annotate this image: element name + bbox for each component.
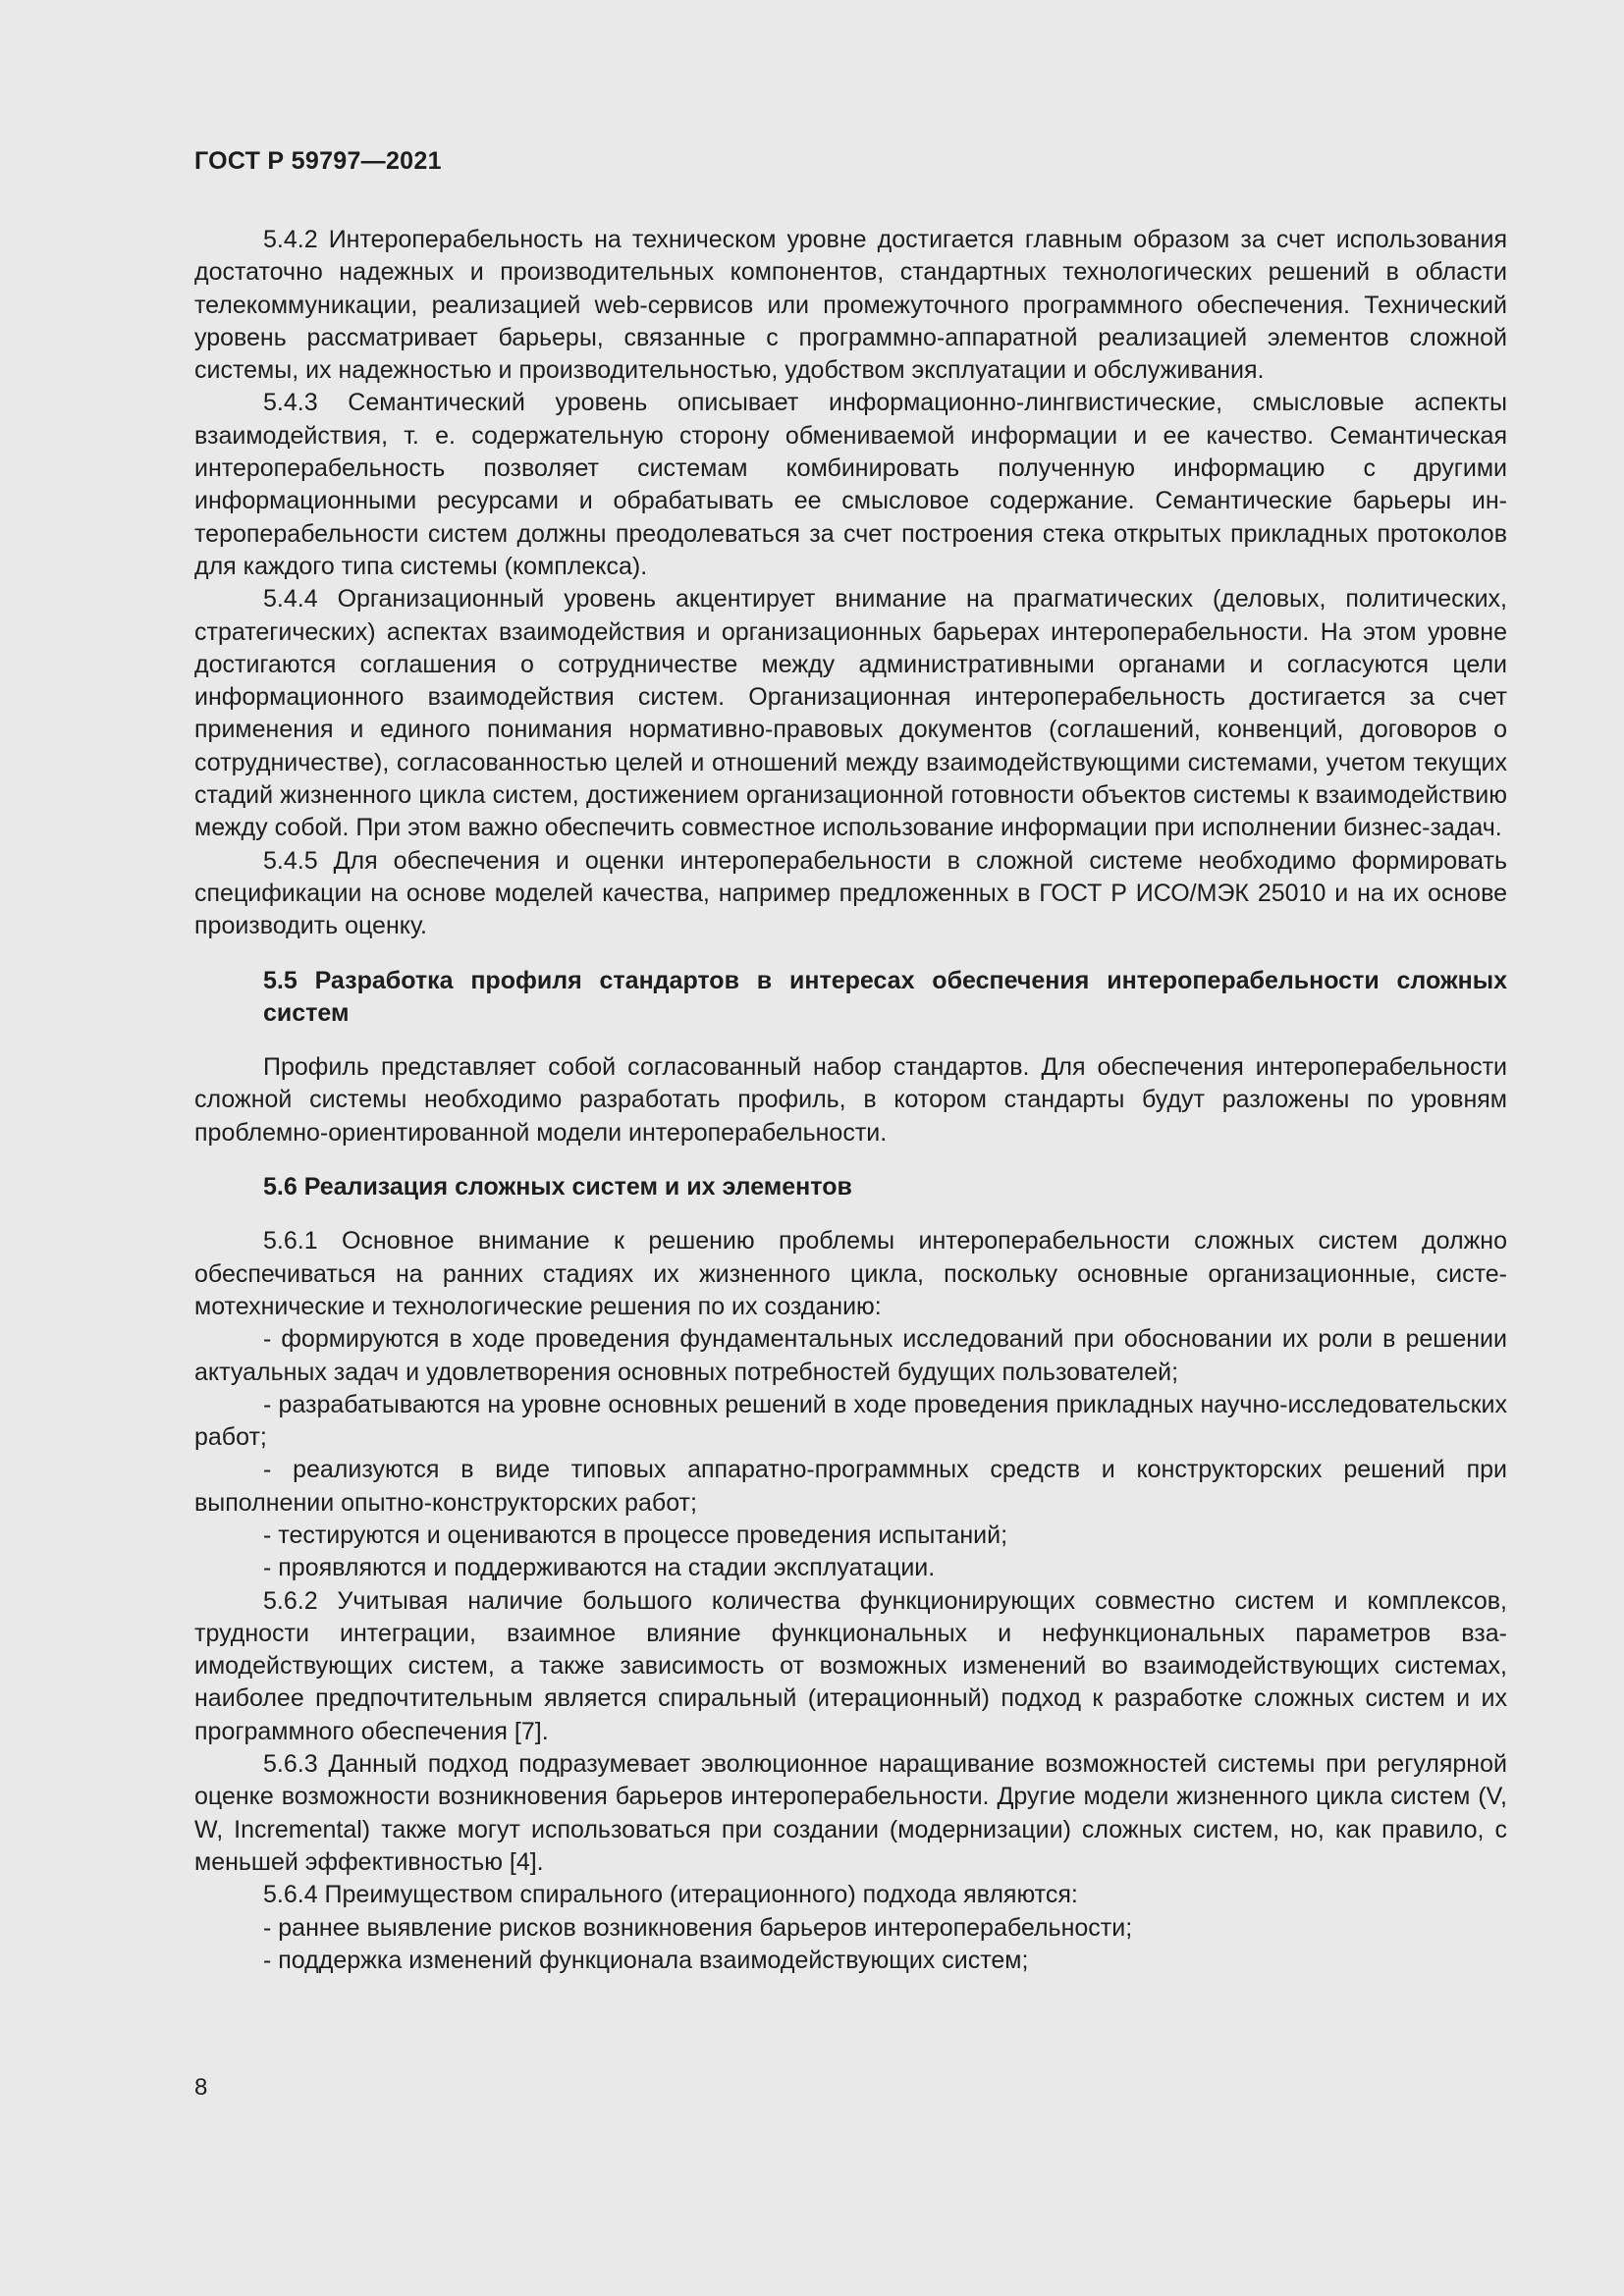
list-item: - разрабатываются на уровне основных решений в ходе проведения прикладных научно-исследовательских работ;	[194, 1390, 1507, 1452]
paragraph-5-6-2: 5.6.2 Учитывая наличие большого количества функционирующих совместно систем и комплексов, трудности интеграции, взаимное влияние функциональных и нефункциональных параметров взаимодействующих систем, а также зависимость от возможных изменений во взаимодействующих системах, наиболее предпочтительным является спиральный (итерационный) подход к разработке сложных систем и их программного обеспечения [7].	[194, 1586, 1507, 1745]
paragraph-5-4-3: 5.4.3 Семантический уровень описывает информационно-лингвистические, смысловые аспекты взаимодействия, т. е. содержательную сторону обмениваемой информации и ее качество. Семантическая интероперабельность позволяет системам комбинировать полученную информацию с другими информационными ресурсами и обрабатывать ее смысловое содержание. Семантические барьеры интероперабельности систем должны преодолеваться за счет построения стека открытых прикладных протоколов для каждого типа системы (комплекса).	[194, 389, 1507, 580]
list-item: - поддержка изменений функционала взаимодействующих систем;	[263, 1946, 1029, 1974]
document-header: ГОСТ Р 59797—2021	[194, 147, 442, 175]
list-item: - реализуются в виде типовых аппаратно-программных средств и конструкторских решений при выполнении опытно-конструкторских работ;	[194, 1456, 1507, 1517]
section-heading-5-6: 5.6 Реализация сложных систем и их элементов	[263, 1173, 852, 1201]
document-body	[194, 224, 1507, 1977]
paragraph-5-4-2: 5.4.2 Интероперабельность на техническом уровне достигается главным образом за счет использования достаточно надежных и производительных компонентов, стандартных технологических решений в области телекоммуникации, реализацией web-сервисов или промежуточного программного обеспечения. Технический уровень рассматривает барьеры, связанные с программно-аппаратной реализацией элементов сложной системы, их надежностью и производительностью, удобством эксплуатации и обслуживания.	[194, 226, 1507, 385]
paragraph-5-5: Профиль представляет собой согласованный набор стандартов. Для обеспечения интероперабельности сложной системы необходимо разработать профиль, в котором стандарты будут разложены по уровням проблемно-ориентированной модели интероперабельности.	[194, 1053, 1507, 1147]
list-item: - раннее выявление рисков возникновения барьеров интероперабельности;	[263, 1913, 1133, 1942]
paragraph-5-4-4: 5.4.4 Организационный уровень акцентирует внимание на прагматических (деловых, политических, стратегических) аспектах взаимодействия и организационных барьерах интероперабельности. На этом уровне достигаются соглашения о сотрудничестве между административными органами и согласуются цели информационного взаимодействия систем. Организационная интероперабельность достигается за счет применения и единого понимания нормативно-правовых документов (соглашений, конвенций, договоров о сотрудничестве), согласованностью целей и отношений между взаимодействующими системами, учетом текущих стадий жизненного цикла систем, достижением организационной готовности объектов системы к взаимодействию между собой. При этом важно обеспечить совместное использование информации при исполнении бизнес-задач.	[194, 585, 1507, 842]
paragraph-5-6-3: 5.6.3 Данный подход подразумевает эволюционное наращивание возможностей системы при регулярной оценке возможности возникновения барьеров интероперабельности. Другие модели жизненного цикла систем (V, W, Incremental) также могут использоваться при создании (модернизации) сложных систем, но, как правило, с меньшей эффективностью [4].	[194, 1750, 1507, 1876]
page-number: 8	[194, 2074, 208, 2101]
list-item: - проявляются и поддерживаются на стадии эксплуатации.	[263, 1554, 936, 1582]
list-item: - формируются в ходе проведения фундаментальных исследований при обосновании их роли в решении актуальных задач и удовлетворения основных потребностей будущих пользователей;	[194, 1325, 1507, 1386]
list-item: - тестируются и оцениваются в процессе проведения испытаний;	[263, 1521, 1008, 1549]
section-heading-5-5: 5.5 Разработка профиля стандартов в интересах обеспечения интероперабельности сложных систем	[263, 966, 1507, 1027]
paragraph-5-4-5: 5.4.5 Для обеспечения и оценки интероперабельности в сложной системе необходимо формировать спецификации на основе моделей качества, например предложенных в ГОСТ Р ИСО/МЭК 25010 и на их основе производить оценку.	[194, 846, 1507, 940]
paragraph-5-6-4: 5.6.4 Преимуществом спирального (итерационного) подхода являются:	[263, 1881, 1078, 1909]
paragraph-5-6-1: 5.6.1 Основное внимание к решению проблемы интероперабельности сложных систем должно обеспечиваться на ранних стадиях их жизненного цикла, поскольку основные организационные, системотехнические и технологические решения по их созданию:	[194, 1227, 1507, 1320]
